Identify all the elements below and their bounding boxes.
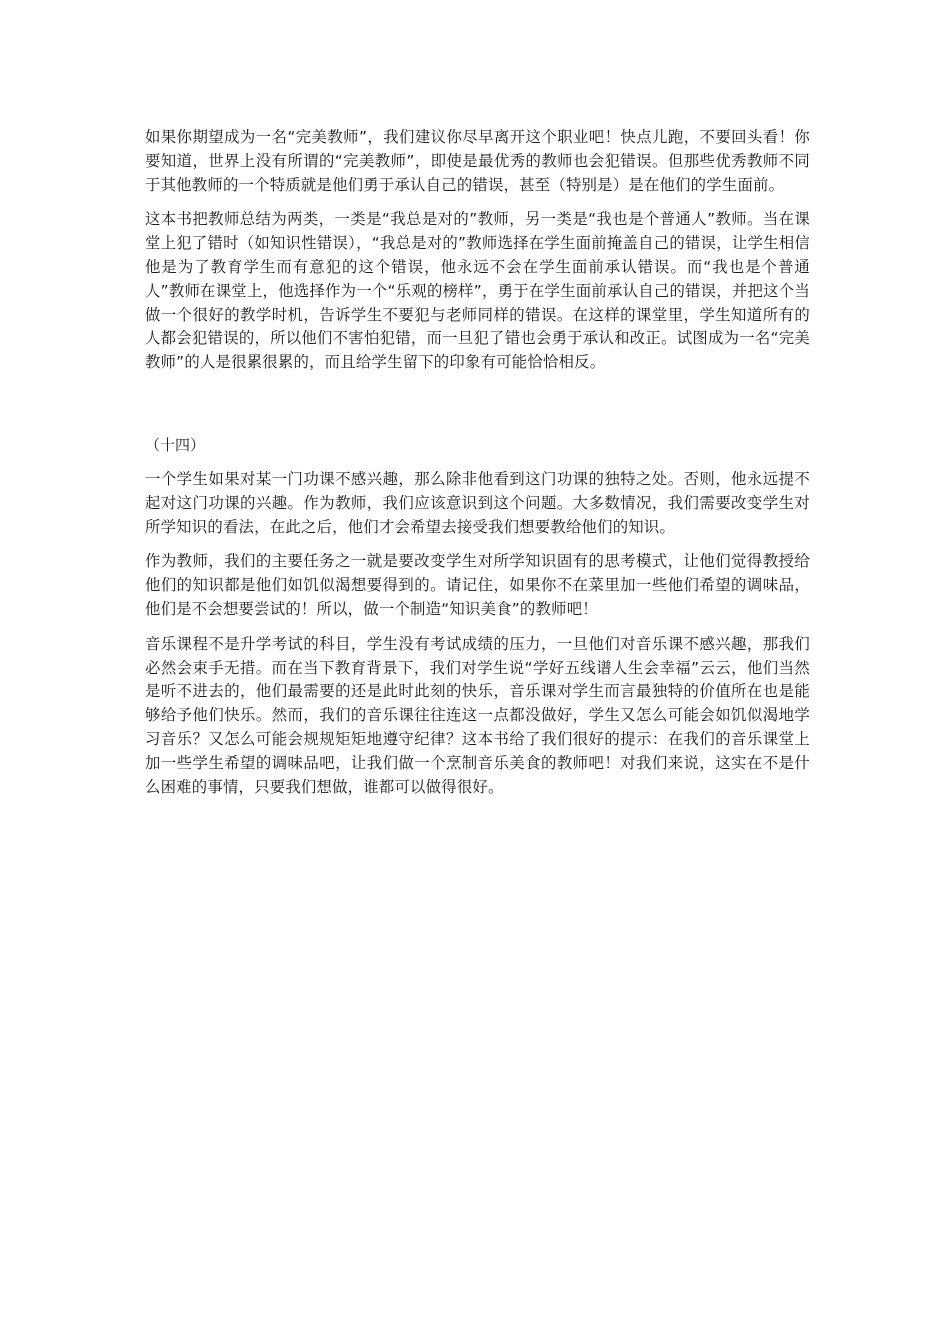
section-heading: （十四） — [145, 435, 206, 454]
paragraph-spacer — [145, 457, 810, 468]
section-spacer — [145, 375, 810, 433]
paragraph-spacer — [145, 539, 810, 550]
document-page — [145, 126, 810, 799]
paragraph-spacer — [145, 622, 810, 633]
paragraph-spacer — [145, 197, 810, 208]
paragraph-student-interest: 一个学生如果对某一门功课不感兴趣，那么除非他看到这门功课的独特之处。否则，他永远提不起对这门功课的兴趣。作为教师，我们应该意识到这个问题。大多数情况，我们需要改变学生对所学知识的看法，在此之后，他们才会希望去接受我们想要教给他们的知识。 — [145, 469, 810, 536]
paragraph-perfect-teacher: 如果你期望成为一名“完美教师”，我们建议你尽早离开这个职业吧！快点儿跑，不要回头看！你要知道，世界上没有所谓的“完美教师”，即使是最优秀的教师也会犯错误。但那些优秀教师不同于其他教师的一个特质就是他们勇于承认自己的错误，甚至（特别是）是在他们的学生面前。 — [145, 128, 810, 194]
paragraph-teacher-task: 作为教师，我们的主要任务之一就是要改变学生对所学知识固有的思考模式，让他们觉得教授给他们的知识都是他们如饥似渴想要得到的。请记住，如果你不在菜里加一些他们希望的调味品，他们是不会想要尝试的！所以，做一个制造“知识美食”的教师吧！ — [145, 552, 810, 618]
paragraph-two-types-of-teachers: 这本书把教师总结为两类，一类是“我总是对的”教师，另一类是“我也是个普通人”教师。当在课堂上犯了错时（如知识性错误），“我总是对的”教师选择在学生面前掩盖自己的错误，让学生相信他是为了教育学生而有意犯的这个错误，他永远不会在学生面前承认错误。而“我也是个普通人”教师在课堂上，他选择作为一个“乐观的榜样”，勇于在学生面前承认自己的错误，并把这个当做一个很好的教学时机，告诉学生不要犯与老师同样的错误。在这样的课堂里，学生知道所有的人都会犯错误的，所以他们不害怕犯错，而一旦犯了错也会勇于承认和改正。试图成为一名“完美教师”的人是很累很累的，而且给学生留下的印象有可能恰恰相反。 — [145, 210, 810, 372]
paragraph-music-course: 音乐课程不是升学考试的科目，学生没有考试成绩的压力，一旦他们对音乐课不感兴趣，那我们必然会束手无措。而在当下教育背景下，我们对学生说“学好五线谱人生会幸福”云云，他们当然是听不进去的，他们最需要的还是此时此刻的快乐，音乐课对学生而言最独特的价值所在也是能够给予他们快乐。然而，我们的音乐课往往连这一点都没做好，学生又怎么可能会如饥似渴地学习音乐？又怎么可能会规规矩矩地遵守纪律？这本书给了我们很好的提示：在我们的音乐课堂上加一些学生希望的调味品吧，让我们做一个烹制音乐美食的教师吧！对我们来说，这实在不是什么困难的事情，只要我们想做，谁都可以做得很好。 — [145, 634, 810, 796]
